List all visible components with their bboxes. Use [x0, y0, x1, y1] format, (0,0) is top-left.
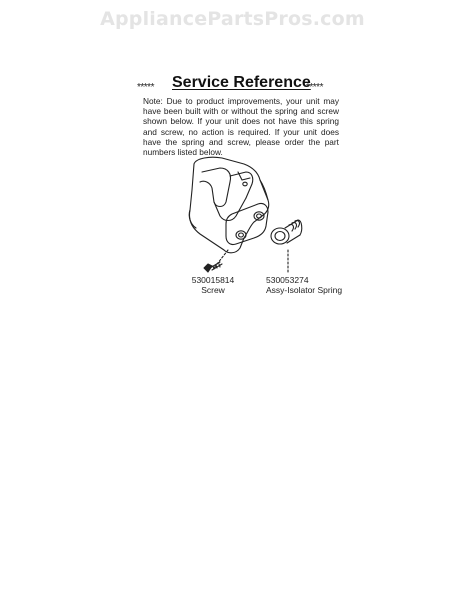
stars-right: ***** [306, 82, 323, 93]
part-number: 530015814 [191, 275, 235, 285]
service-reference-header [0, 74, 465, 96]
screw [204, 262, 222, 272]
mount-hole-lower [236, 231, 246, 239]
page-title: Service Reference [172, 74, 311, 91]
note-paragraph: Note: Due to product improvements, your unit may have been built with or without the spring and screw shown below. If your unit does not have this spring and screw, no action is required. If your unit does have the spring and screw, please order the part numbers listed below. [143, 96, 339, 158]
stars-left: ***** [137, 82, 154, 93]
part-name: Screw [201, 285, 225, 295]
bracket-hook [200, 168, 231, 207]
parts-diagram [170, 150, 370, 280]
mount-plate [226, 203, 268, 244]
part-name: Assy-Isolator Spring [266, 285, 343, 295]
part-number: 530053274 [266, 275, 309, 285]
site-watermark: AppliancePartsPros.com [100, 8, 365, 30]
isolator-spring [271, 220, 302, 244]
spring-part-label [266, 275, 342, 295]
screw-part-label [189, 275, 237, 295]
